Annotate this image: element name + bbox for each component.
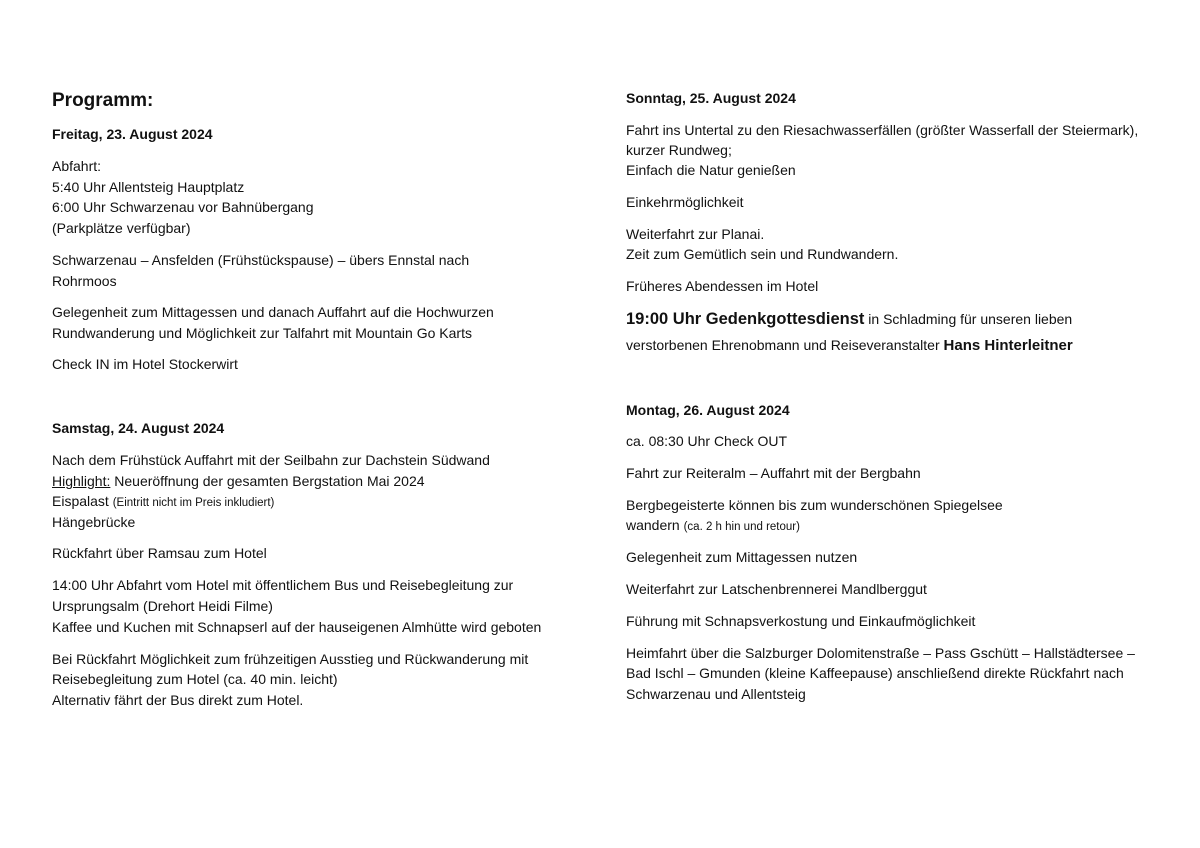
sunday-p4: Früheres Abendessen im Hotel: [626, 278, 819, 294]
monday-p3-line1: Bergbegeisterte können bis zum wunderschönen Spiegelsee: [626, 497, 1003, 513]
monday-p1: ca. 08:30 Uhr Check OUT: [626, 433, 788, 449]
monday-wander-note: (ca. 2 h hin und retour): [683, 521, 800, 533]
saturday-heading: Samstag, 24. August 2024: [52, 420, 225, 436]
friday-lunch-2: Rundwanderung und Möglichkeit zur Talfahrt mit Mountain Go Karts: [52, 325, 472, 341]
eispalast: Eispalast: [52, 493, 109, 509]
monday-p4: Gelegenheit zum Mittagessen nutzen: [626, 549, 858, 565]
monday-heading: Montag, 26. August 2024: [626, 402, 790, 418]
sunday-p5-line2: [626, 335, 1073, 357]
sunday-p2: Einkehrmöglichkeit: [626, 194, 744, 210]
saturday-eispalast-line: [52, 491, 274, 514]
monday-p6: Führung mit Schnapsverkostung und Einkaufmöglichkeit: [626, 613, 976, 629]
saturday-bridge: Hängebrücke: [52, 514, 136, 530]
monday-p7-line2: Bad Ischl – Gmunden (kleine Kaffeepause) anschließend direkte Rückfahrt nach: [626, 665, 1124, 681]
monday-p3-line2: [626, 515, 800, 538]
friday-route-2: Rohrmoos: [52, 273, 117, 289]
friday-departure-1: 5:40 Uhr Allentsteig Hauptplatz: [52, 179, 245, 195]
sunday-p1-line3: Einfach die Natur genießen: [626, 162, 796, 178]
monday-p7-line3: Schwarzenau und Allentsteig: [626, 686, 806, 702]
saturday-p3-line3: Kaffee und Kuchen mit Schnapserl auf der hauseigenen Almhütte wird geboten: [52, 619, 542, 635]
saturday-p4-line3: Alternativ fährt der Bus direkt zum Hotel.: [52, 692, 304, 708]
memorial-service-time: 19:00 Uhr Gedenkgottesdienst: [626, 310, 865, 328]
saturday-p3-line1: 14:00 Uhr Abfahrt vom Hotel mit öffentlichem Bus und Reisebegleitung zur: [52, 577, 514, 593]
monday-wander: wandern: [626, 517, 684, 533]
monday-p7-line1: Heimfahrt über die Salzburger Dolomitenstraße – Pass Gschütt – Hallstädtersee –: [626, 645, 1135, 661]
saturday-p1-line1: Nach dem Frühstück Auffahrt mit der Seilbahn zur Dachstein Südwand: [52, 452, 490, 468]
monday-p5: Weiterfahrt zur Latschenbrennerei Mandlberggut: [626, 581, 927, 597]
friday-checkin: Check IN im Hotel Stockerwirt: [52, 356, 238, 372]
sunday-p5-line1: [626, 309, 1072, 330]
sunday-p3-line1: Weiterfahrt zur Planai.: [626, 226, 765, 242]
friday-departure-3: (Parkplätze verfügbar): [52, 220, 191, 236]
friday-departure-label: Abfahrt:: [52, 158, 102, 174]
saturday-return: Rückfahrt über Ramsau zum Hotel: [52, 545, 267, 561]
sunday-heading: Sonntag, 25. August 2024: [626, 90, 796, 106]
friday-lunch-1: Gelegenheit zum Mittagessen und danach Auffahrt auf die Hochwurzen: [52, 304, 494, 320]
highlight-text: Neueröffnung der gesamten Bergstation Mai 2024: [110, 473, 425, 489]
saturday-p4-line2: Reisebegleitung zum Hotel (ca. 40 min. leicht): [52, 671, 338, 687]
friday-route-1: Schwarzenau – Ansfelden (Frühstückspause) – übers Ennstal nach: [52, 252, 470, 268]
memorial-name: Hans Hinterleitner: [943, 337, 1073, 354]
program-title: Programm:: [52, 90, 154, 111]
sunday-p3-line2: Zeit zum Gemütlich sein und Rundwandern.: [626, 246, 899, 262]
memorial-service-rest: in Schladming für unseren lieben: [864, 311, 1073, 327]
eispalast-note: (Eintritt nicht im Preis inkludiert): [112, 497, 275, 509]
sunday-p1-line2: kurzer Rundweg;: [626, 142, 732, 158]
friday-heading: Freitag, 23. August 2024: [52, 126, 213, 142]
friday-departure-2: 6:00 Uhr Schwarzenau vor Bahnübergang: [52, 199, 314, 215]
memorial-line2-text: verstorbenen Ehrenobmann und Reiseveranstalter: [626, 337, 944, 353]
monday-p2: Fahrt zur Reiteralm – Auffahrt mit der Bergbahn: [626, 465, 921, 481]
highlight-label: Highlight:: [52, 473, 111, 489]
saturday-highlight-line: [52, 471, 425, 492]
saturday-p3-line2: Ursprungsalm (Drehort Heidi Filme): [52, 598, 273, 614]
saturday-p4-line1: Bei Rückfahrt Möglichkeit zum frühzeitigen Ausstieg und Rückwanderung mit: [52, 651, 529, 667]
sunday-p1-line1: Fahrt ins Untertal zu den Riesachwasserfällen (größter Wasserfall der Steiermark),: [626, 122, 1139, 138]
